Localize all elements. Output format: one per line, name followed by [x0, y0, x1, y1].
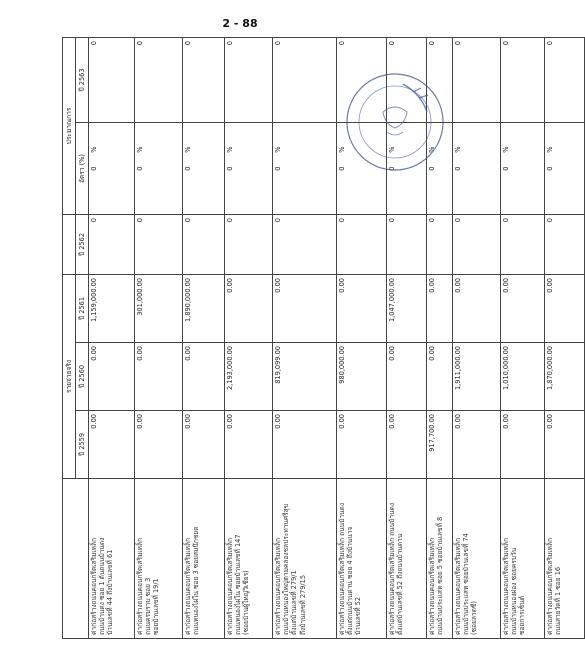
percent-sign: %: [546, 146, 554, 153]
project-cell: [453, 479, 501, 639]
cell-2559: 0.00: [337, 411, 387, 479]
rate-value: 0: [226, 166, 234, 171]
cell-2559: 0.00: [135, 411, 183, 479]
percent-sign: %: [136, 146, 144, 153]
table-row: [135, 37, 183, 638]
cell-2560: 1,870,000.00: [545, 343, 585, 411]
project-label: ค่าก่อสร้างถนนคอนกรีตเสริมเหล็ก ถนนบ้านดง ตั้งแต่ถนนบ้านดาน ซอย 4 ถึงบ้านนาจ บ้านเลขที่ 52: [338, 502, 363, 635]
cell-rate: [183, 123, 225, 215]
cell-2563: 0: [89, 37, 135, 122]
cell-2560: 0.00: [135, 343, 183, 411]
project-cell: [337, 479, 387, 639]
header-expense-group: รายจ่ายจริง: [63, 275, 76, 479]
header-2560: ปี 2560: [76, 343, 89, 411]
project-cell: [225, 479, 273, 639]
cell-2562: 0: [427, 215, 453, 275]
cell-2562: 0: [545, 215, 585, 275]
table-row: [273, 37, 337, 638]
project-label: ค่าก่อสร้างถนนคอนกรีตเสริมเหล็ก ถนนครบราบ ซอย 3 ซอยบ้านเลขที่ 19/1: [136, 537, 161, 635]
table-row: [89, 37, 135, 638]
rate-value: 0: [338, 166, 346, 171]
header-blank: [63, 215, 76, 275]
cell-rate: [545, 123, 585, 215]
project-label: ค่าก่อสร้างถนนคอนกรีตเสริมเหล็ก ถนนหนองไผ่ใน ซอย 3 ซอยสมนึกชยด: [184, 526, 201, 635]
cell-2561: 0.00: [427, 275, 453, 343]
rate-value: 0: [428, 166, 436, 171]
cell-rate: [89, 123, 135, 215]
cell-2563: 0: [183, 37, 225, 122]
header-2561: ปี 2561: [76, 275, 89, 343]
official-seal-stamp: [343, 70, 447, 174]
cell-2560: 980,000.00: [337, 343, 387, 411]
cell-rate: [135, 123, 183, 215]
cell-2563: 0: [337, 37, 387, 122]
cell-2560: 1,911,000.00: [453, 343, 501, 411]
cell-2563: 0: [427, 37, 453, 122]
header-2563: ปี 2563: [76, 37, 89, 122]
project-cell: [135, 479, 183, 639]
cell-2561: 1,159,000.00: [89, 275, 135, 343]
cell-2559: 0.00: [501, 411, 545, 479]
project-label: ค่าก่อสร้างถนนคอนกรีตเสริมเหล็ก ถนนบ้านดง ซอย 1 ต้นถนนบ้านดง บ้านเลขที่ 44 ถึงบ้านเลขที่ 61: [90, 537, 115, 635]
rate-value: 0: [136, 166, 144, 171]
cell-2563: 0: [501, 37, 545, 122]
cell-2561: 0.00: [545, 275, 585, 343]
cell-2559: 0.00: [183, 411, 225, 479]
cell-2563: 0: [545, 37, 585, 122]
cell-2562: 0: [183, 215, 225, 275]
header-rate: อัตรา (%): [76, 123, 89, 215]
cell-2563: 0: [387, 37, 427, 122]
header-project: [63, 479, 89, 639]
percent-sign: %: [454, 146, 462, 153]
project-label: ค่าก่อสร้างถนนคอนกรีตเสริมเหล็ก ถนนบ้านประแสห ซอยบ้านเลขที่ 74 (ซอยลาดซี): [454, 533, 479, 635]
header-estimate-group: ประมาณการ: [63, 37, 76, 214]
project-label: ค่าก่อสร้างถนนคอนกรีตเสริมเหล็ก ถนนบ้านประแสห ซอย 5 ซอยบ้านเลขที่ 8: [428, 516, 445, 635]
percent-sign: %: [274, 146, 282, 153]
percent-sign: %: [90, 146, 98, 153]
table-body: [89, 37, 585, 638]
cell-2559: 0.00: [545, 411, 585, 479]
budget-table: [62, 37, 585, 639]
cell-2559: 917,700.00: [427, 411, 453, 479]
percent-sign: %: [338, 146, 346, 153]
cell-2561: 0.00: [453, 275, 501, 343]
cell-2560: 1,010,000.00: [501, 343, 545, 411]
table-row: [183, 37, 225, 638]
percent-sign: %: [502, 146, 510, 153]
rate-value: 0: [502, 166, 510, 171]
table-row: [545, 37, 585, 638]
cell-2561: 0.00: [273, 275, 337, 343]
cell-2562: 0: [387, 215, 427, 275]
cell-2562: 0: [225, 215, 273, 275]
project-cell: [183, 479, 225, 639]
cell-2561: 1,890,000.00: [183, 275, 225, 343]
cell-2559: 0.00: [387, 411, 427, 479]
header-2562: ปี 2562: [76, 215, 89, 275]
cell-2560: 0.00: [427, 343, 453, 411]
project-label: ค่าก่อสร้างถนนคอนกรีตเสริมเหล็ก ถนนหนองไผ่ใน ซอยบ้านเลขที่ 147 (ซอยบ้านผู้ใหญ่วิเชียร): [226, 534, 251, 635]
cell-2560: 0.00: [183, 343, 225, 411]
cell-2563: 0: [135, 37, 183, 122]
cell-2560: 0.00: [387, 343, 427, 411]
cell-2560: 0.00: [89, 343, 135, 411]
rate-value: 0: [546, 166, 554, 171]
cell-2561: 0.00: [501, 275, 545, 343]
cell-2559: 0.00: [453, 411, 501, 479]
cell-rate: [225, 123, 273, 215]
project-cell: [387, 479, 427, 639]
percent-sign: %: [226, 146, 234, 153]
project-cell: [545, 479, 585, 639]
rate-value: 0: [274, 166, 282, 171]
percent-sign: %: [388, 146, 396, 153]
project-label: ค่าก่อสร้างถนนคอนกรีตเสริมเหล็ก ถนนบ้านหนองผ่อง ซอยครบวัน ซอยการเซ็นต์: [502, 537, 527, 635]
rate-value: 0: [388, 166, 396, 171]
cell-2563: 0: [225, 37, 273, 122]
project-label: ค่าก่อสร้างถนนคอนกรีตเสริมเหล็ก ถนนบ้านหนองใหญ่ตามคลองชลประทานศรีสุข ตั้งแต่บ้านเลขที่ 279/1 ถึงบ้านเลขที่ 279/15: [274, 503, 307, 635]
project-cell: [427, 479, 453, 639]
cell-2560: 819,099.00: [273, 343, 337, 411]
cell-2561: 0.00: [337, 275, 387, 343]
cell-rate: [273, 123, 337, 215]
rate-value: 0: [454, 166, 462, 171]
table-row: [453, 37, 501, 638]
cell-2561: 301,000.00: [135, 275, 183, 343]
project-cell: [501, 479, 545, 639]
cell-2562: 0: [89, 215, 135, 275]
percent-sign: %: [184, 146, 192, 153]
table-row: [225, 37, 273, 638]
header-2559: ปี 2559: [76, 411, 89, 479]
rate-value: 0: [184, 166, 192, 171]
project-cell: [89, 479, 135, 639]
group-header-row: [63, 37, 76, 638]
cell-2559: 0.00: [89, 411, 135, 479]
cell-2559: 0.00: [225, 411, 273, 479]
cell-2561: 0.00: [225, 275, 273, 343]
cell-2563: 0: [453, 37, 501, 122]
project-cell: [273, 479, 337, 639]
table-row: [501, 37, 545, 638]
cell-2559: 0.00: [273, 411, 337, 479]
cell-2562: 0: [135, 215, 183, 275]
cell-2561: 1,047,000.00: [387, 275, 427, 343]
cell-2560: 2,193,000.00: [225, 343, 273, 411]
page-number: 2 - 88: [222, 17, 258, 30]
cell-2562: 0: [337, 215, 387, 275]
project-label: ค่าก่อสร้างถนนคอนกรีตเสริมเหล็ก ถนนสายวัดที่ 1 ซอย 16: [546, 537, 563, 635]
cell-rate: [501, 123, 545, 215]
rate-value: 0: [90, 166, 98, 171]
cell-2562: 0: [501, 215, 545, 275]
cell-2562: 0: [453, 215, 501, 275]
cell-2563: 0: [273, 37, 337, 122]
cell-rate: [453, 123, 501, 215]
percent-sign: %: [428, 146, 436, 153]
cell-2562: 0: [273, 215, 337, 275]
project-label: ค่าก่อสร้างถนนคอนกรีตเสริมเหล็ก ถนนบ้านดง ตั้งแต่บ้านเลขที่ 52 ถึงถนนบ้านดาน: [388, 502, 405, 635]
